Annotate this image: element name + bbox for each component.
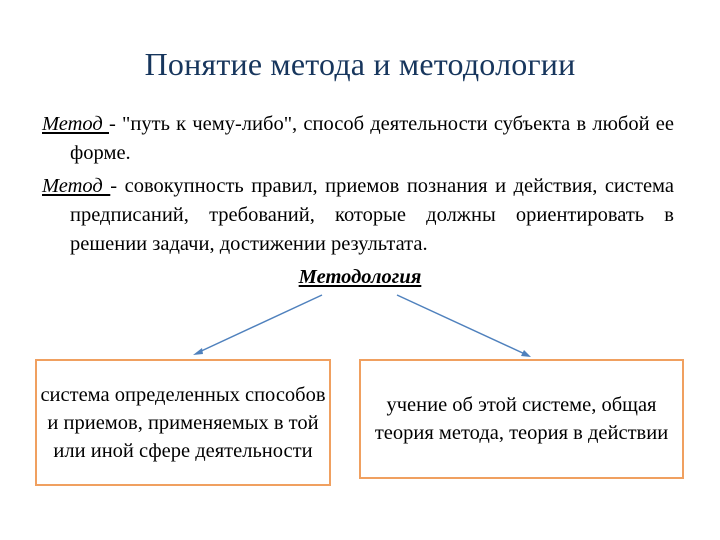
definition-term: Метод (42, 175, 111, 197)
box-text: система определенных способов и приемов, применяемых в той или иной сфере деятельности (40, 383, 326, 462)
methodology-term: Методология (298, 266, 422, 288)
arrow-right (397, 295, 527, 355)
definition-text: - совокупность правил, приемов познания и действия, система предписаний, требований, которые должны ориентировать в решении задачи, достижении результата. (70, 175, 674, 255)
arrowhead-right (521, 350, 531, 357)
definition-text: - "путь к чему-либо", способ деятельности субъекта в любой ее форме. (70, 113, 674, 164)
arrowhead-left (193, 348, 203, 355)
methodology-box-system (35, 359, 331, 486)
definition-term: Метод (42, 113, 109, 135)
methodology-box-theory (359, 359, 684, 479)
box-text: учение об этой системе, общая теория метода, теория в действии (374, 394, 669, 444)
slide-title: Понятие метода и методологии (144, 46, 576, 82)
arrow-left (197, 295, 322, 353)
